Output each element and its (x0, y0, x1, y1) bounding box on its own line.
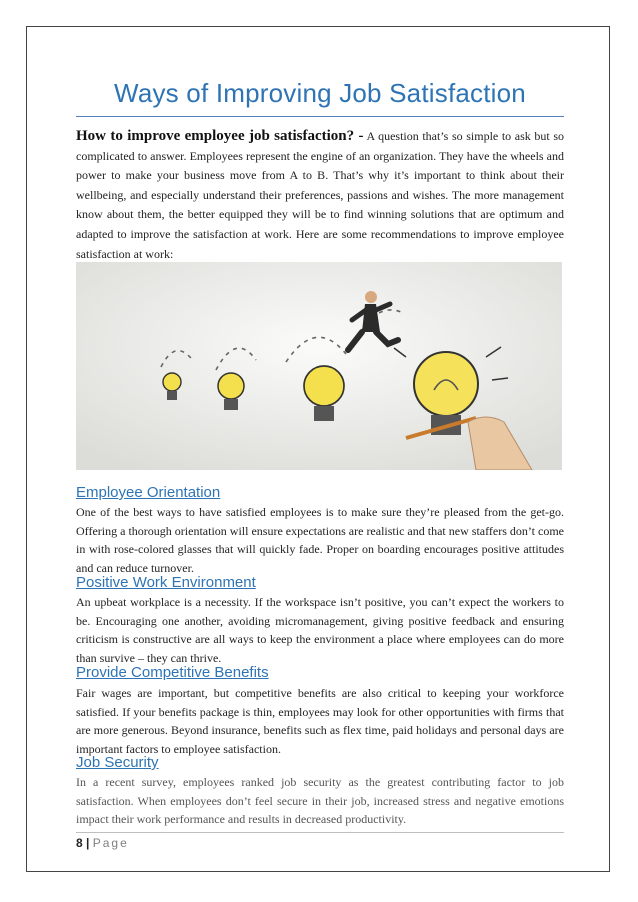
body-competitive-benefits: Fair wages are important, but competitive benefits are also critical to keeping your workforce satisfied. If your benefits package is thin, employees may look for other opportunities with firms that are more generous. Beyond insurance, benefits such as flex time, paid holidays and personal days are important factors to employee satisfaction. (76, 686, 564, 756)
heading-competitive-benefits: Provide Competitive Benefits (76, 664, 269, 681)
footer-divider (76, 832, 564, 833)
body-positive-work-environment: An upbeat workplace is a necessity. If the workspace isn’t positive, you can’t expect the workers to be. Encouraging one another, avoiding micromanagement, giving positive feedback and ensuring criticism is constructive are all ways to keep the environment a place where employees can do more than survive – they can thrive. (76, 595, 564, 665)
body-employee-orientation: One of the best ways to have satisfied employees is to make sure they’re pleased from the get-go. Offering a thorough orientation will ensure expectations are realistic and that new staffers don’t come in with rose-colored glasses that will quickly fade. Proper on boarding encourages positive attitudes and can reduce turnover. (76, 505, 564, 575)
page-label: Page (92, 836, 129, 850)
intro-text: A question that’s so simple to ask but so complicated to answer. Employees represent the engine of an organization. They have the wheels and power to make your business move from A to B. That’s why it’s important to think about their wellbeing, and especially understand their preferences, passions and wishes. The more management know about them, the better equipped they will be to find winning solutions that are optimum and adapted to improve the satisfaction at work. Here are some recommendations to improve employee satisfaction at work: (76, 129, 564, 261)
body-job-security: In a recent survey, employees ranked job security as the greatest contributing factor to job satisfaction. When employees don’t feel secure in their job, increased stress and negative emotions impact their work performance and results in decreased productivity. (76, 775, 564, 827)
page-title: Ways of Improving Job Satisfaction (114, 78, 526, 108)
page-number: 8 (76, 836, 83, 850)
intro-paragraph (76, 127, 564, 264)
intro-lead: How to improve employee job satisfaction? - (76, 128, 364, 144)
lightbulb-illustration (76, 262, 562, 470)
lightbulb-image (76, 262, 562, 470)
heading-job-security: Job Security (76, 754, 159, 771)
heading-employee-orientation: Employee Orientation (76, 484, 221, 501)
page-footer (76, 836, 129, 850)
title-divider (76, 116, 564, 117)
footer-separator: | (86, 836, 90, 850)
heading-positive-work-environment: Positive Work Environment (76, 574, 256, 591)
